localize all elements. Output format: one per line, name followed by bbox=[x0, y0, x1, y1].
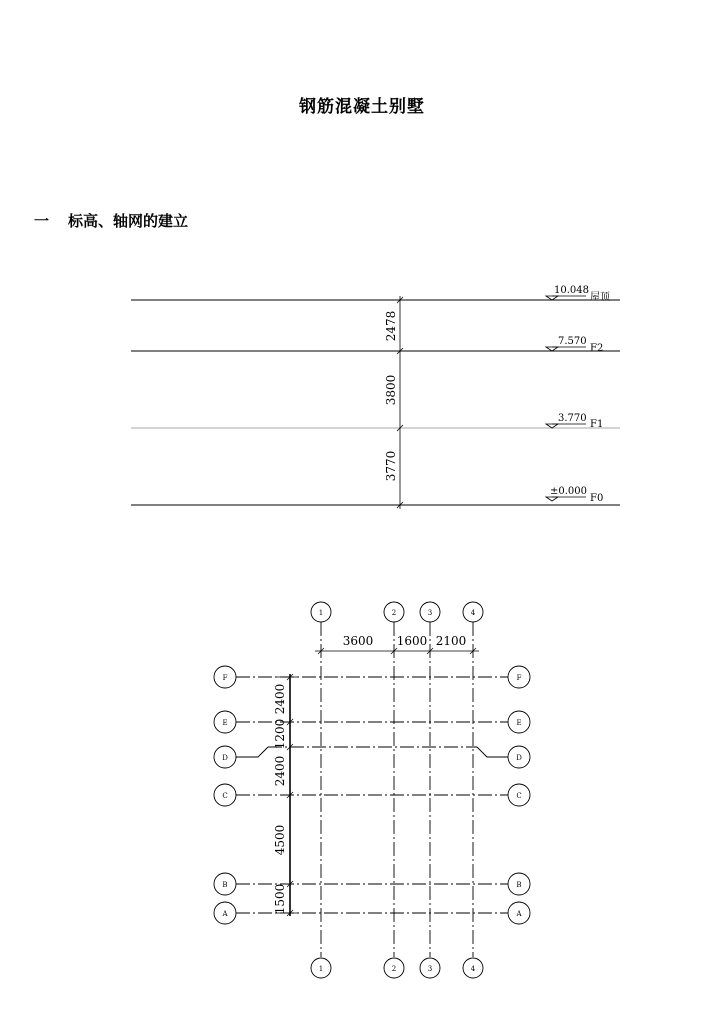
y-dim-5: 1500 bbox=[273, 883, 287, 915]
axis-label-B-left: B bbox=[222, 881, 228, 889]
y-dim-2: 1200 bbox=[273, 718, 287, 750]
level-value-f0: ±0.000 bbox=[550, 486, 588, 497]
axis-label-E-right: E bbox=[516, 719, 522, 727]
level-value-f1: 3.770 bbox=[558, 413, 587, 424]
vertical-axis-lines bbox=[321, 622, 473, 957]
axis-label-C-right: C bbox=[516, 792, 522, 800]
level-name-roof: 屋顶 bbox=[590, 292, 610, 303]
elevation-diagram bbox=[131, 296, 620, 509]
y-dim-4: 4500 bbox=[273, 824, 287, 856]
level-name-f2: F2 bbox=[590, 343, 604, 354]
axis-label-2-bottom: 2 bbox=[391, 965, 397, 973]
axis-label-E-left: E bbox=[222, 719, 228, 727]
level-name-f1: F1 bbox=[590, 419, 604, 430]
axis-label-4-top: 4 bbox=[470, 609, 476, 617]
level-marker-roof bbox=[546, 296, 586, 300]
axis-label-A-left: A bbox=[222, 910, 228, 918]
axis-label-A-right: A bbox=[516, 910, 522, 918]
level-marker-f0 bbox=[546, 497, 586, 501]
axis-label-F-right: F bbox=[516, 674, 522, 682]
axis-label-D-right: D bbox=[516, 754, 522, 762]
x-dim-1: 3600 bbox=[342, 634, 374, 648]
section-heading-text: 标高、轴网的建立 bbox=[68, 212, 189, 230]
axis-label-3-top: 3 bbox=[427, 609, 433, 617]
x-dim-2: 1600 bbox=[396, 634, 428, 648]
level-marker-f2 bbox=[546, 347, 586, 351]
elevation-dim-1: 2478 bbox=[384, 310, 398, 342]
axis-label-1-bottom: 1 bbox=[318, 965, 324, 973]
grid-labels bbox=[221, 609, 522, 973]
document-title: 钢筋混凝土别墅 bbox=[299, 97, 425, 117]
level-value-f2: 7.570 bbox=[558, 336, 587, 347]
elevation-labels bbox=[384, 285, 611, 504]
axis-label-3-bottom: 3 bbox=[427, 965, 433, 973]
y-dim-3: 2400 bbox=[273, 755, 287, 787]
axis-leader-D-left bbox=[236, 747, 268, 757]
axis-label-4-bottom: 4 bbox=[470, 965, 476, 973]
axis-label-B-right: B bbox=[516, 881, 522, 889]
axis-leader-D-right bbox=[477, 747, 508, 757]
level-marker-f1 bbox=[546, 424, 586, 428]
axis-label-2-top: 2 bbox=[391, 609, 397, 617]
section-number: 一 bbox=[34, 212, 50, 230]
axis-label-1-top: 1 bbox=[318, 609, 324, 617]
axis-label-C-left: C bbox=[222, 792, 228, 800]
axis-label-F-left: F bbox=[222, 674, 228, 682]
x-dim-3: 2100 bbox=[435, 634, 467, 648]
elevation-dim-2: 3800 bbox=[384, 374, 398, 406]
axis-label-D-left: D bbox=[222, 754, 228, 762]
y-dim-1: 2400 bbox=[273, 683, 287, 715]
level-name-f0: F0 bbox=[590, 493, 604, 504]
grid-plan bbox=[214, 602, 530, 978]
level-value-roof: 10.048 bbox=[554, 285, 589, 296]
elevation-dim-3: 3770 bbox=[384, 450, 398, 482]
